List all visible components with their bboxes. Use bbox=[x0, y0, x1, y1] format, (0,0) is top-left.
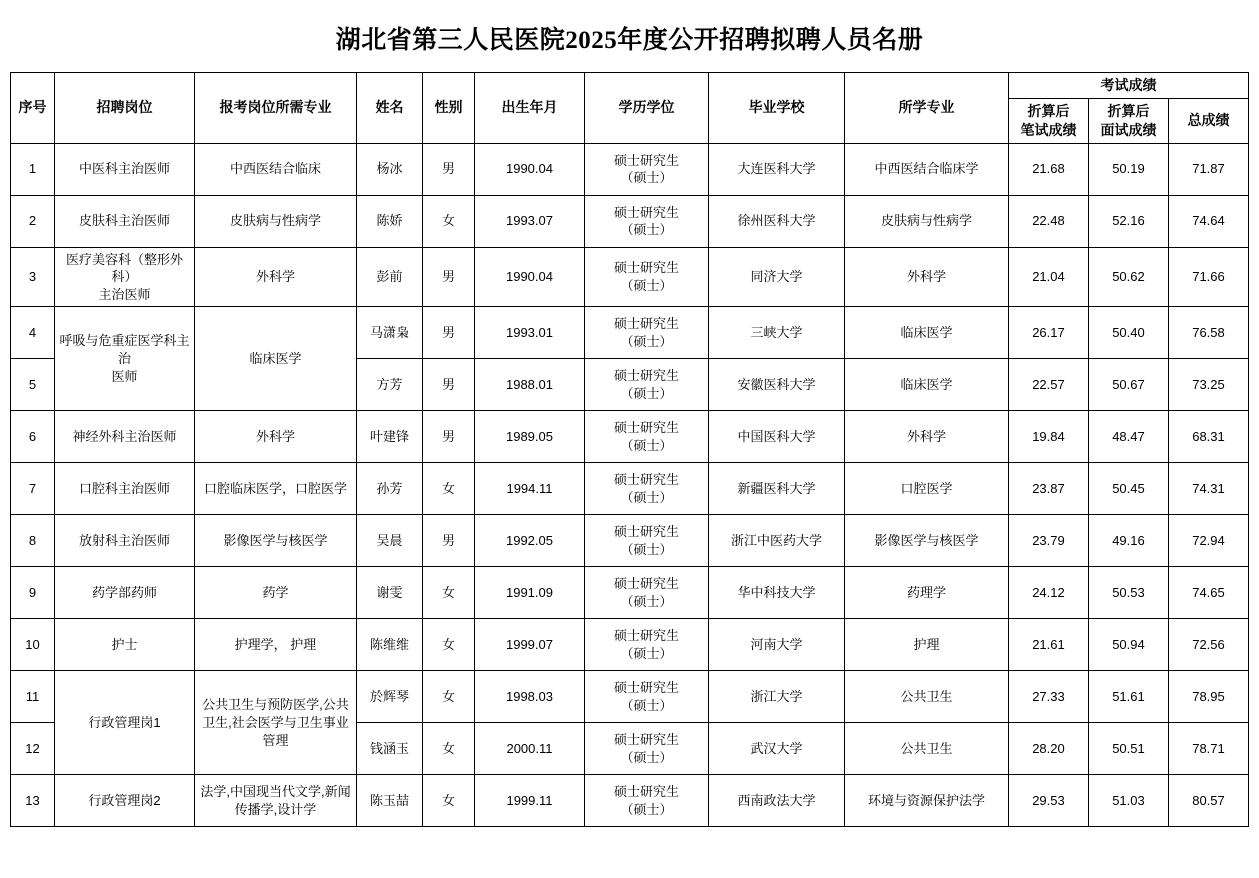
cell-seq: 4 bbox=[10, 307, 54, 359]
cell-name: 孙芳 bbox=[356, 463, 422, 515]
cell-field: 皮肤病与性病学 bbox=[844, 195, 1008, 247]
cell-total: 74.65 bbox=[1168, 567, 1248, 619]
header-seq: 序号 bbox=[10, 73, 54, 144]
cell-interview: 50.67 bbox=[1088, 359, 1168, 411]
table-row bbox=[10, 515, 1248, 567]
header-birth: 出生年月 bbox=[474, 73, 584, 144]
header-school: 毕业学校 bbox=[708, 73, 844, 144]
cell-school: 华中科技大学 bbox=[708, 567, 844, 619]
table-row bbox=[10, 619, 1248, 671]
header-total-score: 总成绩 bbox=[1168, 98, 1248, 143]
cell-name: 陈娇 bbox=[356, 195, 422, 247]
cell-school: 同济大学 bbox=[708, 247, 844, 307]
table-row bbox=[10, 143, 1248, 195]
cell-total: 76.58 bbox=[1168, 307, 1248, 359]
table-row bbox=[10, 307, 1248, 359]
cell-seq: 11 bbox=[10, 671, 54, 723]
cell-interview: 50.45 bbox=[1088, 463, 1168, 515]
cell-field: 外科学 bbox=[844, 247, 1008, 307]
cell-written: 23.87 bbox=[1008, 463, 1088, 515]
cell-total: 71.66 bbox=[1168, 247, 1248, 307]
cell-seq: 13 bbox=[10, 775, 54, 827]
cell-interview: 50.94 bbox=[1088, 619, 1168, 671]
cell-post: 神经外科主治医师 bbox=[54, 411, 194, 463]
header-written-score: 折算后 笔试成绩 bbox=[1008, 98, 1088, 143]
cell-sex: 男 bbox=[422, 411, 474, 463]
cell-seq: 1 bbox=[10, 143, 54, 195]
cell-field: 外科学 bbox=[844, 411, 1008, 463]
cell-name: 於辉琴 bbox=[356, 671, 422, 723]
cell-written: 22.48 bbox=[1008, 195, 1088, 247]
table-row bbox=[10, 247, 1248, 307]
cell-school: 大连医科大学 bbox=[708, 143, 844, 195]
cell-field: 公共卫生 bbox=[844, 671, 1008, 723]
cell-education: 硕士研究生 （硕士） bbox=[584, 567, 708, 619]
cell-seq: 6 bbox=[10, 411, 54, 463]
cell-written: 23.79 bbox=[1008, 515, 1088, 567]
header-sex: 性别 bbox=[422, 73, 474, 144]
table-row bbox=[10, 775, 1248, 827]
cell-total: 73.25 bbox=[1168, 359, 1248, 411]
cell-required-major: 口腔临床医学，口腔医学 bbox=[194, 463, 356, 515]
header-post: 招聘岗位 bbox=[54, 73, 194, 144]
table-header bbox=[10, 73, 1248, 144]
cell-total: 72.94 bbox=[1168, 515, 1248, 567]
cell-post: 放射科主治医师 bbox=[54, 515, 194, 567]
page-title: 湖北省第三人民医院2025年度公开招聘拟聘人员名册 bbox=[335, 27, 924, 54]
cell-field: 临床医学 bbox=[844, 307, 1008, 359]
cell-name: 陈玉喆 bbox=[356, 775, 422, 827]
cell-field: 影像医学与核医学 bbox=[844, 515, 1008, 567]
cell-written: 29.53 bbox=[1008, 775, 1088, 827]
cell-post: 皮肤科主治医师 bbox=[54, 195, 194, 247]
cell-total: 78.95 bbox=[1168, 671, 1248, 723]
cell-birth: 1992.05 bbox=[474, 515, 584, 567]
header-required-major: 报考岗位所需专业 bbox=[194, 73, 356, 144]
cell-birth: 1993.07 bbox=[474, 195, 584, 247]
cell-sex: 女 bbox=[422, 567, 474, 619]
cell-sex: 女 bbox=[422, 775, 474, 827]
cell-interview: 50.62 bbox=[1088, 247, 1168, 307]
cell-education: 硕士研究生 （硕士） bbox=[584, 671, 708, 723]
cell-post: 行政管理岗2 bbox=[54, 775, 194, 827]
cell-name: 杨冰 bbox=[356, 143, 422, 195]
cell-total: 74.64 bbox=[1168, 195, 1248, 247]
cell-required-major: 中西医结合临床 bbox=[194, 143, 356, 195]
cell-birth: 1998.03 bbox=[474, 671, 584, 723]
cell-education: 硕士研究生 （硕士） bbox=[584, 247, 708, 307]
cell-name: 陈维维 bbox=[356, 619, 422, 671]
cell-field: 护理 bbox=[844, 619, 1008, 671]
cell-post: 呼吸与危重症医学科主治 医师 bbox=[54, 307, 194, 411]
cell-field: 环境与资源保护法学 bbox=[844, 775, 1008, 827]
cell-required-major: 护理学， 护理 bbox=[194, 619, 356, 671]
cell-post: 行政管理岗1 bbox=[54, 671, 194, 775]
cell-school: 浙江中医药大学 bbox=[708, 515, 844, 567]
cell-school: 浙江大学 bbox=[708, 671, 844, 723]
cell-total: 80.57 bbox=[1168, 775, 1248, 827]
cell-written: 24.12 bbox=[1008, 567, 1088, 619]
cell-school: 中国医科大学 bbox=[708, 411, 844, 463]
cell-post: 护士 bbox=[54, 619, 194, 671]
cell-education: 硕士研究生 （硕士） bbox=[584, 195, 708, 247]
cell-interview: 50.51 bbox=[1088, 723, 1168, 775]
cell-field: 临床医学 bbox=[844, 359, 1008, 411]
table-row bbox=[10, 411, 1248, 463]
cell-interview: 48.47 bbox=[1088, 411, 1168, 463]
cell-education: 硕士研究生 （硕士） bbox=[584, 359, 708, 411]
cell-required-major: 法学,中国现当代文学,新闻传播学,设计学 bbox=[194, 775, 356, 827]
table-body bbox=[10, 143, 1248, 827]
cell-written: 21.61 bbox=[1008, 619, 1088, 671]
cell-birth: 1990.04 bbox=[474, 143, 584, 195]
cell-education: 硕士研究生 （硕士） bbox=[584, 307, 708, 359]
cell-school: 西南政法大学 bbox=[708, 775, 844, 827]
cell-total: 74.31 bbox=[1168, 463, 1248, 515]
cell-post: 中医科主治医师 bbox=[54, 143, 194, 195]
cell-school: 武汉大学 bbox=[708, 723, 844, 775]
cell-total: 78.71 bbox=[1168, 723, 1248, 775]
header-exam-group: 考试成绩 bbox=[1008, 73, 1248, 99]
cell-school: 新疆医科大学 bbox=[708, 463, 844, 515]
cell-written: 27.33 bbox=[1008, 671, 1088, 723]
cell-seq: 3 bbox=[10, 247, 54, 307]
cell-field: 公共卫生 bbox=[844, 723, 1008, 775]
cell-name: 彭前 bbox=[356, 247, 422, 307]
cell-written: 22.57 bbox=[1008, 359, 1088, 411]
cell-name: 钱涵玉 bbox=[356, 723, 422, 775]
cell-written: 26.17 bbox=[1008, 307, 1088, 359]
table-row bbox=[10, 567, 1248, 619]
cell-education: 硕士研究生 （硕士） bbox=[584, 411, 708, 463]
cell-interview: 51.61 bbox=[1088, 671, 1168, 723]
cell-seq: 10 bbox=[10, 619, 54, 671]
cell-seq: 12 bbox=[10, 723, 54, 775]
cell-birth: 1994.11 bbox=[474, 463, 584, 515]
cell-sex: 男 bbox=[422, 247, 474, 307]
cell-name: 谢雯 bbox=[356, 567, 422, 619]
cell-interview: 49.16 bbox=[1088, 515, 1168, 567]
cell-written: 19.84 bbox=[1008, 411, 1088, 463]
cell-education: 硕士研究生 （硕士） bbox=[584, 775, 708, 827]
cell-school: 三峡大学 bbox=[708, 307, 844, 359]
cell-school: 徐州医科大学 bbox=[708, 195, 844, 247]
cell-field: 药理学 bbox=[844, 567, 1008, 619]
table-row bbox=[10, 463, 1248, 515]
cell-sex: 女 bbox=[422, 619, 474, 671]
cell-post: 药学部药师 bbox=[54, 567, 194, 619]
cell-sex: 女 bbox=[422, 463, 474, 515]
cell-birth: 1999.11 bbox=[474, 775, 584, 827]
roster-table bbox=[10, 72, 1249, 827]
cell-interview: 51.03 bbox=[1088, 775, 1168, 827]
cell-school: 安徽医科大学 bbox=[708, 359, 844, 411]
cell-seq: 5 bbox=[10, 359, 54, 411]
cell-required-major: 皮肤病与性病学 bbox=[194, 195, 356, 247]
cell-sex: 女 bbox=[422, 723, 474, 775]
cell-name: 叶建锋 bbox=[356, 411, 422, 463]
cell-sex: 女 bbox=[422, 671, 474, 723]
cell-birth: 2000.11 bbox=[474, 723, 584, 775]
cell-required-major: 临床医学 bbox=[194, 307, 356, 411]
cell-written: 28.20 bbox=[1008, 723, 1088, 775]
cell-seq: 2 bbox=[10, 195, 54, 247]
cell-birth: 1988.01 bbox=[474, 359, 584, 411]
table-row bbox=[10, 671, 1248, 723]
header-field: 所学专业 bbox=[844, 73, 1008, 144]
cell-required-major: 外科学 bbox=[194, 411, 356, 463]
cell-required-major: 公共卫生与预防医学,公共卫生,社会医学与卫生事业管理 bbox=[194, 671, 356, 775]
header-name: 姓名 bbox=[356, 73, 422, 144]
header-row-1 bbox=[10, 73, 1248, 99]
cell-written: 21.68 bbox=[1008, 143, 1088, 195]
cell-education: 硕士研究生 （硕士） bbox=[584, 515, 708, 567]
cell-name: 马潇枭 bbox=[356, 307, 422, 359]
cell-birth: 1990.04 bbox=[474, 247, 584, 307]
cell-seq: 8 bbox=[10, 515, 54, 567]
cell-seq: 9 bbox=[10, 567, 54, 619]
header-education: 学历学位 bbox=[584, 73, 708, 144]
cell-education: 硕士研究生 （硕士） bbox=[584, 723, 708, 775]
cell-required-major: 外科学 bbox=[194, 247, 356, 307]
cell-seq: 7 bbox=[10, 463, 54, 515]
cell-birth: 1993.01 bbox=[474, 307, 584, 359]
cell-school: 河南大学 bbox=[708, 619, 844, 671]
cell-required-major: 影像医学与核医学 bbox=[194, 515, 356, 567]
cell-birth: 1989.05 bbox=[474, 411, 584, 463]
cell-sex: 女 bbox=[422, 195, 474, 247]
cell-sex: 男 bbox=[422, 359, 474, 411]
cell-interview: 50.53 bbox=[1088, 567, 1168, 619]
cell-birth: 1999.07 bbox=[474, 619, 584, 671]
cell-interview: 50.19 bbox=[1088, 143, 1168, 195]
cell-name: 方芳 bbox=[356, 359, 422, 411]
cell-field: 口腔医学 bbox=[844, 463, 1008, 515]
cell-education: 硕士研究生 （硕士） bbox=[584, 143, 708, 195]
cell-required-major: 药学 bbox=[194, 567, 356, 619]
cell-total: 71.87 bbox=[1168, 143, 1248, 195]
cell-written: 21.04 bbox=[1008, 247, 1088, 307]
cell-sex: 男 bbox=[422, 307, 474, 359]
cell-total: 68.31 bbox=[1168, 411, 1248, 463]
cell-education: 硕士研究生 （硕士） bbox=[584, 463, 708, 515]
cell-name: 吴晨 bbox=[356, 515, 422, 567]
cell-post: 口腔科主治医师 bbox=[54, 463, 194, 515]
header-interview-score: 折算后 面试成绩 bbox=[1088, 98, 1168, 143]
cell-sex: 男 bbox=[422, 515, 474, 567]
cell-birth: 1991.09 bbox=[474, 567, 584, 619]
cell-education: 硕士研究生 （硕士） bbox=[584, 619, 708, 671]
cell-post: 医疗美容科（整形外科） 主治医师 bbox=[54, 247, 194, 307]
cell-total: 72.56 bbox=[1168, 619, 1248, 671]
cell-sex: 男 bbox=[422, 143, 474, 195]
cell-interview: 52.16 bbox=[1088, 195, 1168, 247]
table-row bbox=[10, 195, 1248, 247]
cell-interview: 50.40 bbox=[1088, 307, 1168, 359]
cell-field: 中西医结合临床学 bbox=[844, 143, 1008, 195]
